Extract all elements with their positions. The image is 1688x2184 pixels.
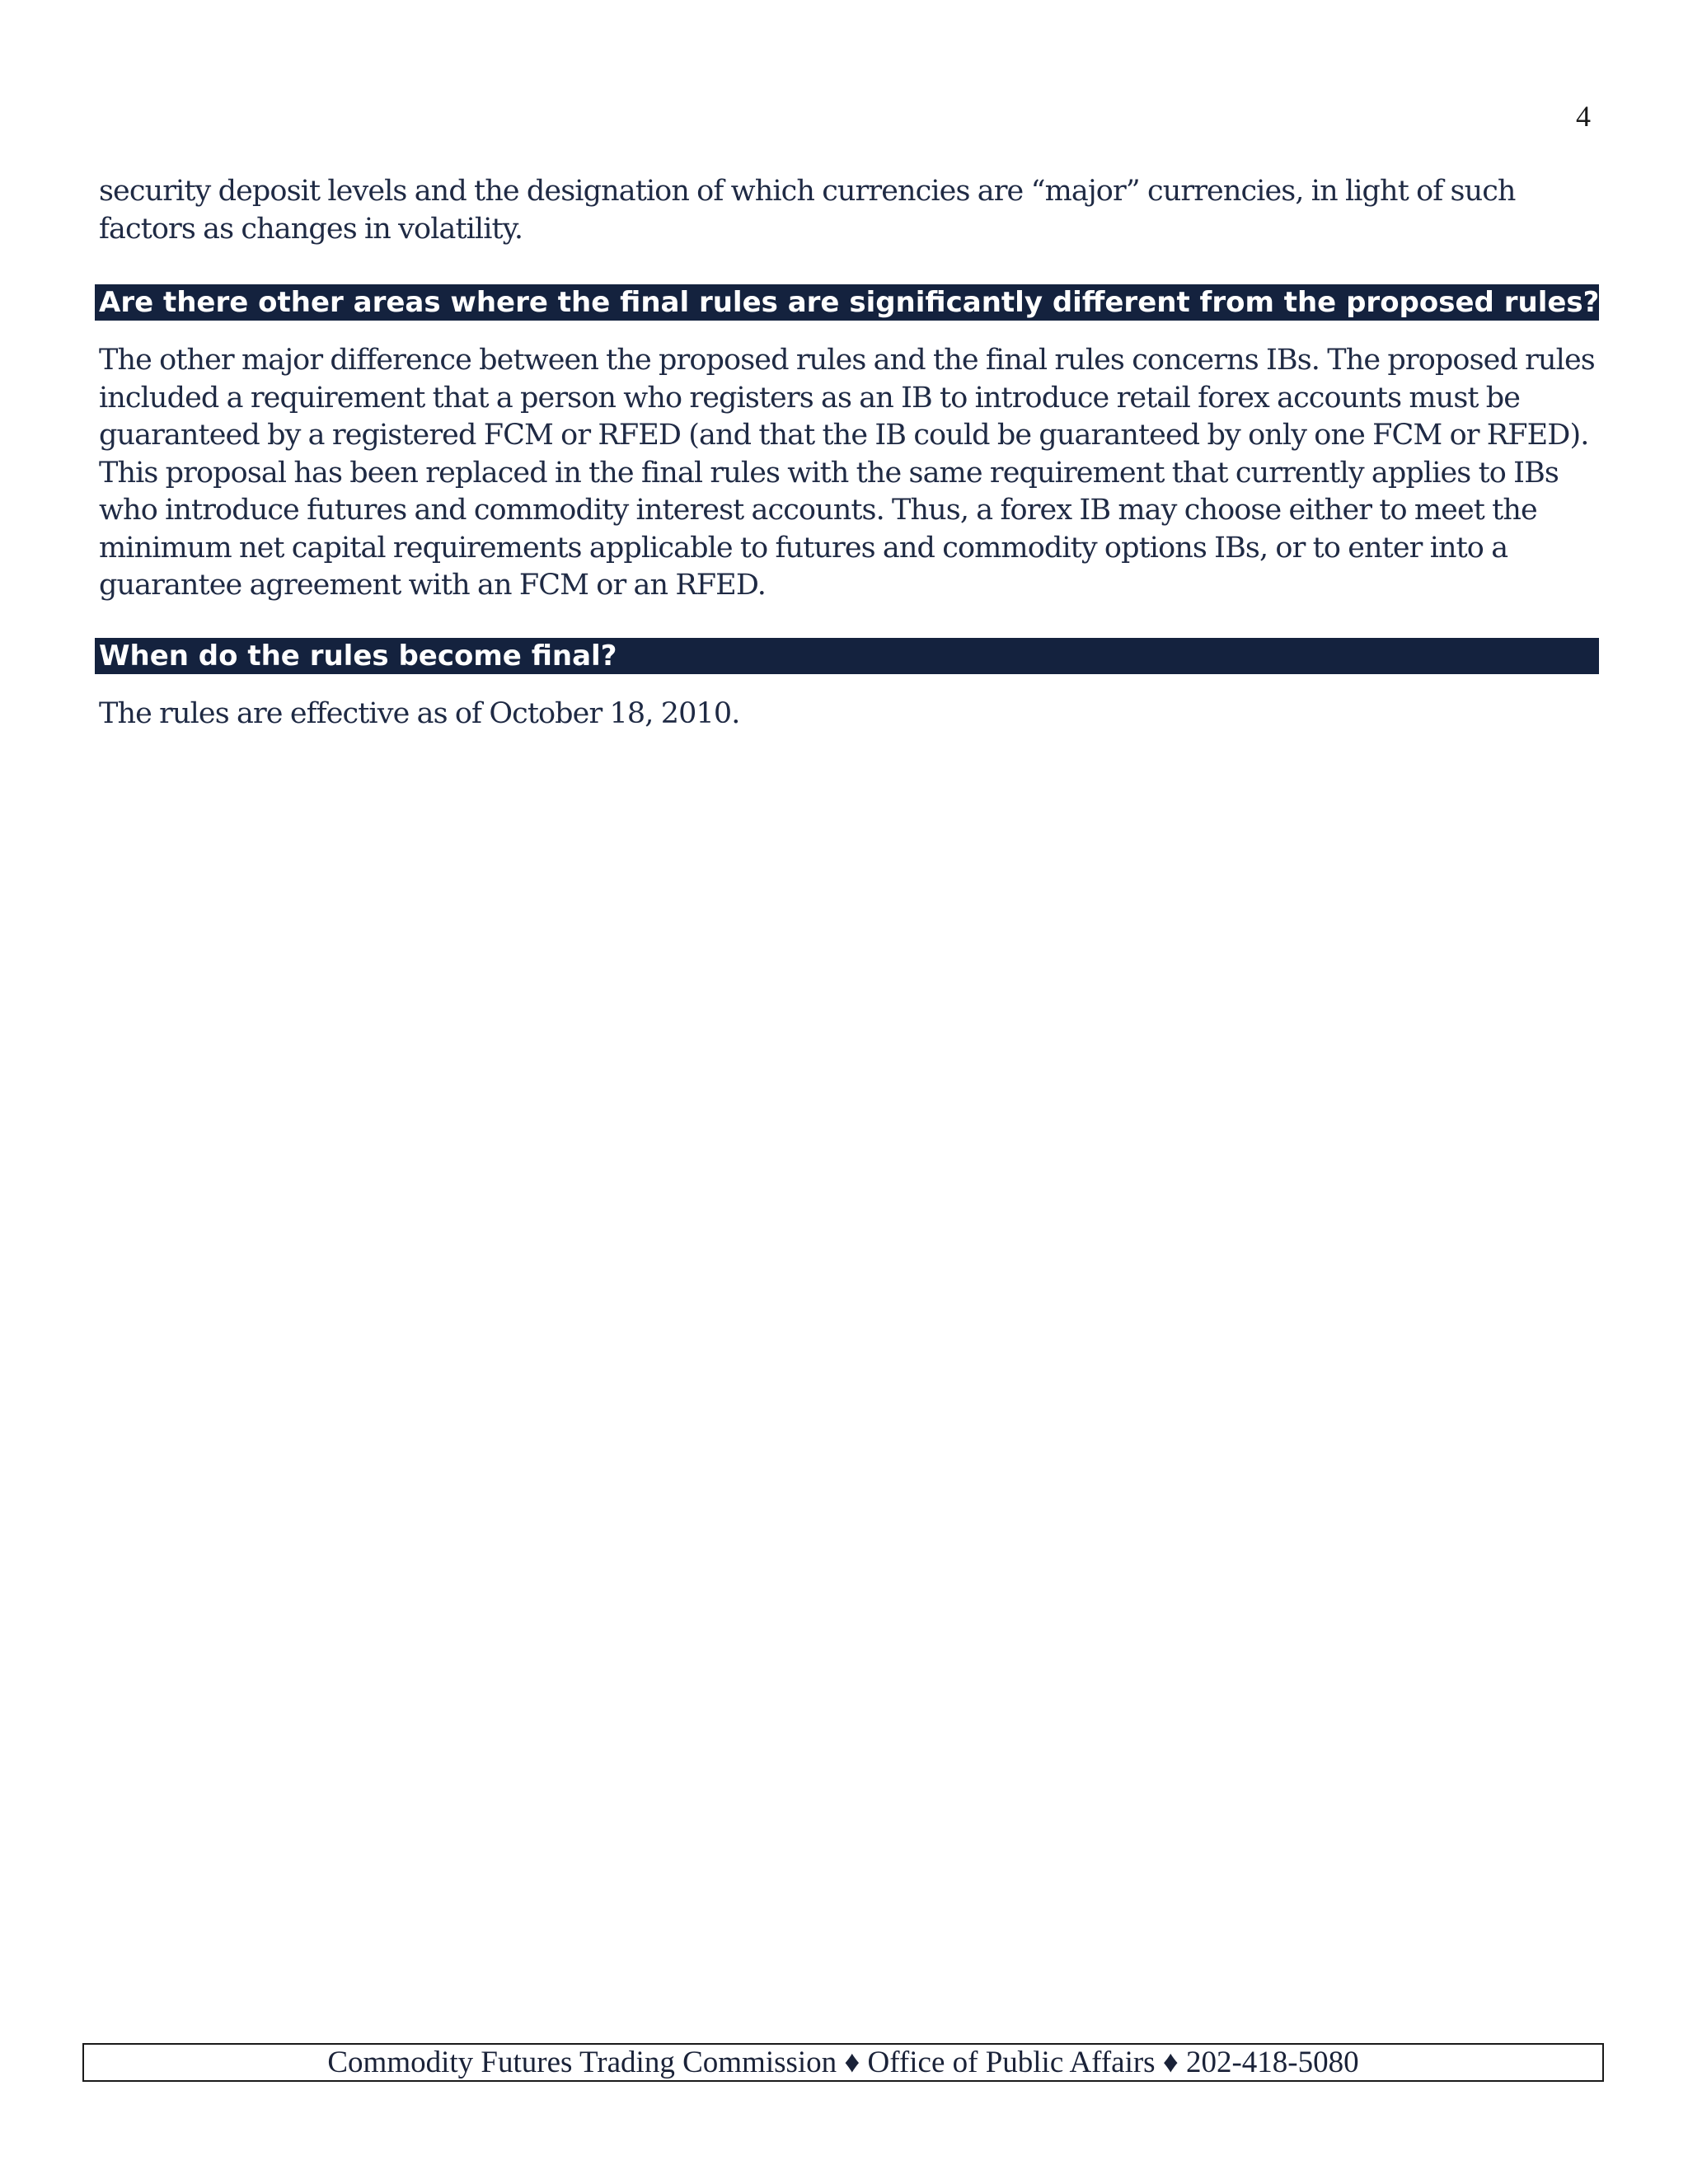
section-body-rules-final: The rules are effective as of October 18, 2010.	[99, 696, 740, 730]
page-number: 4	[1576, 100, 1591, 133]
section-heading-other-differences: Are there other areas where the final rules are significantly different from the proposed rules?	[95, 284, 1599, 321]
page-footer: Commodity Futures Trading Commission ♦ Office of Public Affairs ♦ 202-418-5080	[82, 2043, 1604, 2082]
section-body-other-differences: The other major difference between the proposed rules and the final rules concerns IBs. The proposed rules included a requirement that a person who registers as an IB to introduce retail forex accounts must be guaranteed by a registered FCM or RFED (and that the IB could be guaranteed by only one FCM or RFED). This proposal has been replaced in the final rules with the same requirement that currently applies to IBs who introduce futures and commodity interest accounts. Thus, a forex IB may choose either to meet the minimum net capital requirements applicable to futures and commodity options IBs, or to enter into a guarantee agreement with an FCM or an RFED.	[99, 344, 1595, 602]
section-heading-rules-final: When do the rules become final?	[95, 638, 1599, 674]
intro-paragraph: security deposit levels and the designation of which currencies are “major” currencies, in light of such factors as changes in volatility.	[99, 175, 1516, 246]
document-body	[99, 173, 1599, 733]
